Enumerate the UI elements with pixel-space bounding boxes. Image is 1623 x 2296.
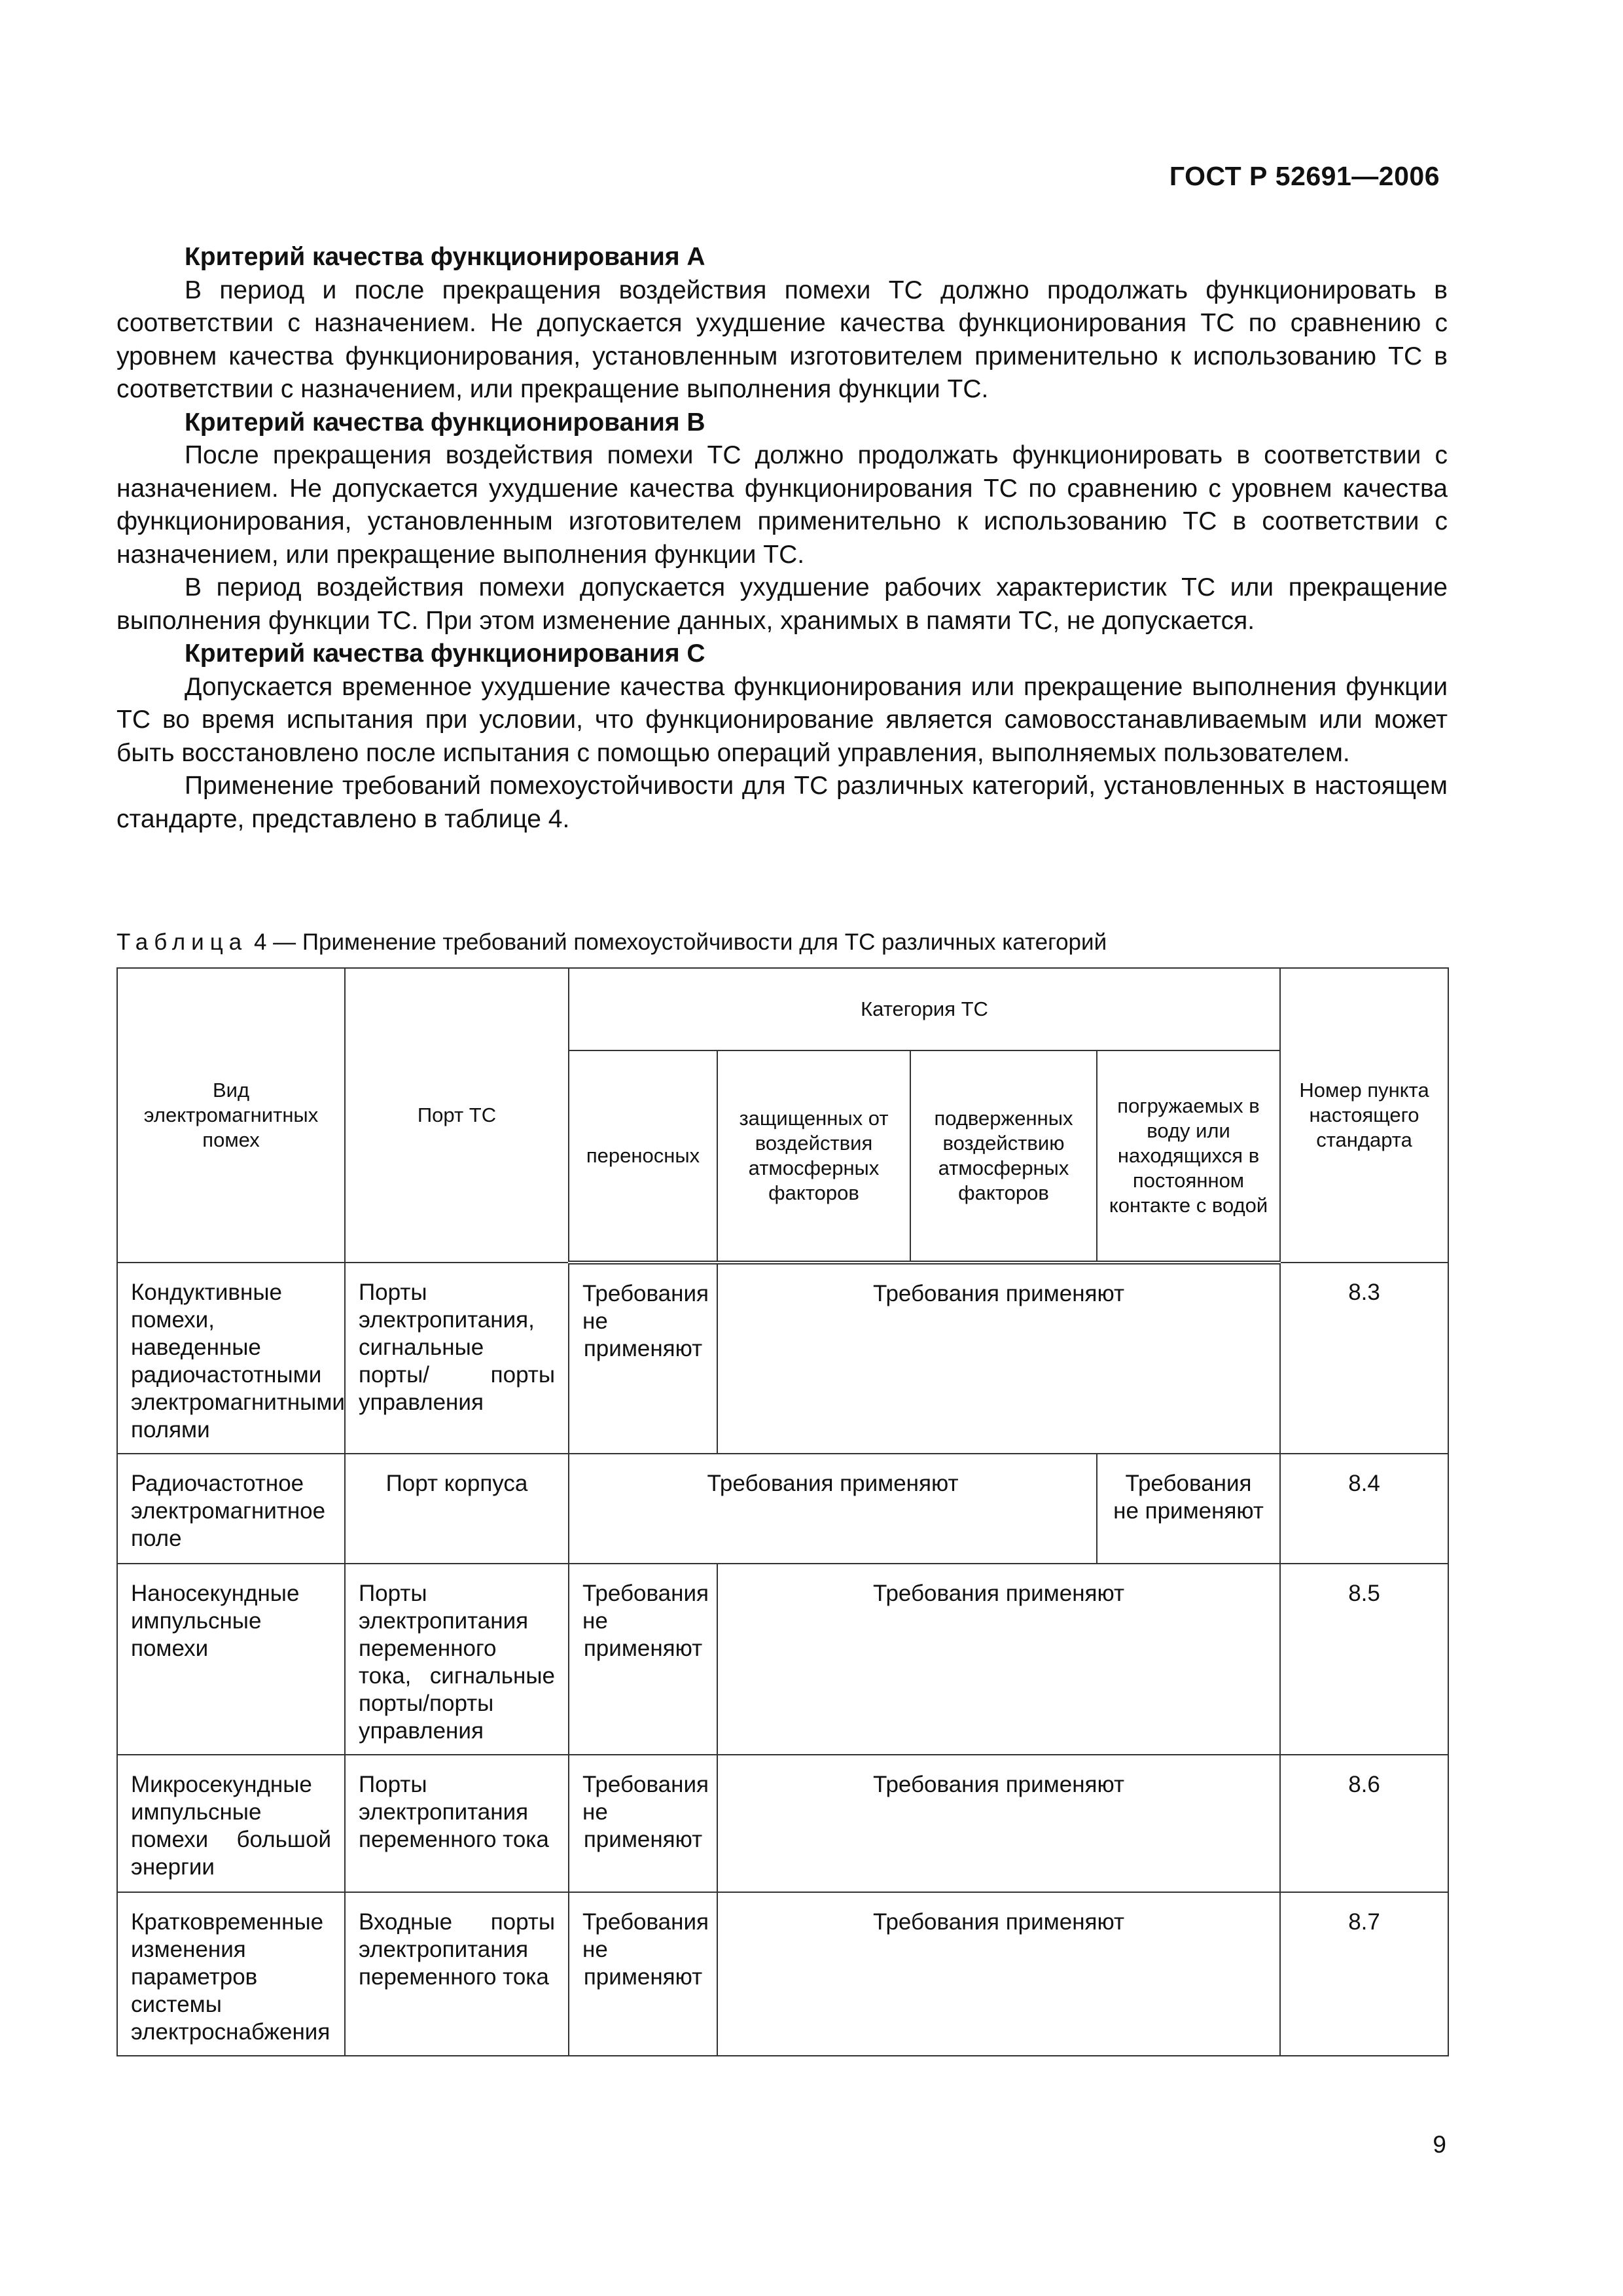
criterion-c-text: Допускается временное ухудшение качества функционирования или прекращение выполнения функции ТС во время испытания при условии, что функционирование является самовосстанавливаемым или может быть восстановлено после испытания с помощью операций управления, выполняемых пользователем. [116,672,1448,767]
cell-type: Радиочастотное электромагнитное поле [117,1454,345,1564]
cell-clause: 8.5 [1280,1564,1448,1755]
header-protected: защищенных от воздействия атмосферных факторов [717,1050,910,1263]
cell-requirements: Требования применяют [717,1263,1280,1454]
header-category: Категория ТС [569,968,1280,1050]
header-interference-type: Вид электромагнитных помех [117,968,345,1263]
cell-requirements: Требования применяют [717,1564,1280,1755]
criterion-c-title: Критерий качества функционирования С [185,639,705,668]
cell-clause: 8.6 [1280,1755,1448,1892]
criterion-b-text-1: После прекращения воздействия помехи ТС должно продолжать функционировать в соответствии с назначением. Не допускается ухудшение качества функционирования ТС по сравнению с уровнем качества функционирования, установленным изготовителем применительно к использованию ТС в соответствии с назначением, или прекращение выполнения функции ТС. [116,441,1448,569]
cell-requirements: Требования применяют [717,1755,1280,1892]
cell-requirements: Требования применяют [569,1454,1097,1564]
cell-clause: 8.7 [1280,1892,1448,2056]
criterion-a-title: Критерий качества функционирования А [185,243,705,271]
cell-requirements: Требования применяют [717,1892,1280,2056]
cell-port: Порт корпуса [345,1454,569,1564]
cell-clause: 8.4 [1280,1454,1448,1564]
page-number: 9 [1433,2131,1446,2158]
closing-paragraph: Применение требований помехоустойчивости для ТС различных категорий, установленных в настоящем стандарте, представлено в таблице 4. [116,772,1448,833]
cell-portable: Требования не применяют [569,1755,717,1892]
cell-portable: Требования не применяют [569,1892,717,2056]
cell-type: Микросекундные импульсные помехи большой энергии [117,1755,345,1892]
cell-portable: Требования не применяют [569,1564,717,1755]
table-caption-text: 4 — Применение требований помехоустойчивости для ТС различных категорий [247,929,1107,955]
cell-port: Входные порты электропитания переменного тока [345,1892,569,2056]
cell-type: Кондуктивные помехи, наведенные радиочастотными электромагнитными полями [117,1263,345,1454]
criterion-a-text: В период и после прекращения воздействия помехи ТС должно продолжать функционировать в соответствии с назначением. Не допускается ухудшение качества функционирования ТС по сравнению с уровнем качества функционирования, установленным изготовителем применительно к использованию ТС в соответствии с назначением, или прекращение выполнения функции ТС. [116,276,1448,403]
header-clause: Номер пункта настоящего стандарта [1280,968,1448,1263]
body-text [116,241,1448,836]
table-row [117,1892,1448,2056]
table-caption [116,929,1107,956]
table-row [117,1564,1448,1755]
requirements-table [116,967,1449,2056]
cell-portable: Требования не применяют [569,1263,717,1454]
cell-submerged: Требования не применяют [1097,1454,1280,1564]
cell-type: Наносекундные импульсные помехи [117,1564,345,1755]
table-row [117,1454,1448,1564]
header-exposed: подверженных воздействию атмосферных факторов [910,1050,1097,1263]
cell-clause: 8.3 [1280,1263,1448,1454]
table-caption-label: Таблица [116,929,248,955]
document-id: ГОСТ Р 52691—2006 [1169,161,1440,191]
criterion-b-text-2: В период воздействия помехи допускается ухудшение рабочих характеристик ТС или прекращение выполнения функции ТС. При этом изменение данных, хранимых в памяти ТС, не допускается. [116,573,1448,635]
cell-port: Порты электропитания, сигнальные порты/ порты управления [345,1263,569,1454]
header-port: Порт ТС [345,968,569,1263]
header-portable: переносных [569,1050,717,1263]
cell-port: Порты электропитания переменного тока, сигнальные порты/порты управления [345,1564,569,1755]
criterion-b-title: Критерий качества функционирования В [185,408,705,437]
table-row [117,1755,1448,1892]
header-submerged: погружаемых в воду или находящихся в постоянном контакте с водой [1097,1050,1280,1263]
table-row [117,1263,1448,1454]
cell-port: Порты электропитания переменного тока [345,1755,569,1892]
cell-type: Кратковременные изменения параметров системы электроснабжения [117,1892,345,2056]
